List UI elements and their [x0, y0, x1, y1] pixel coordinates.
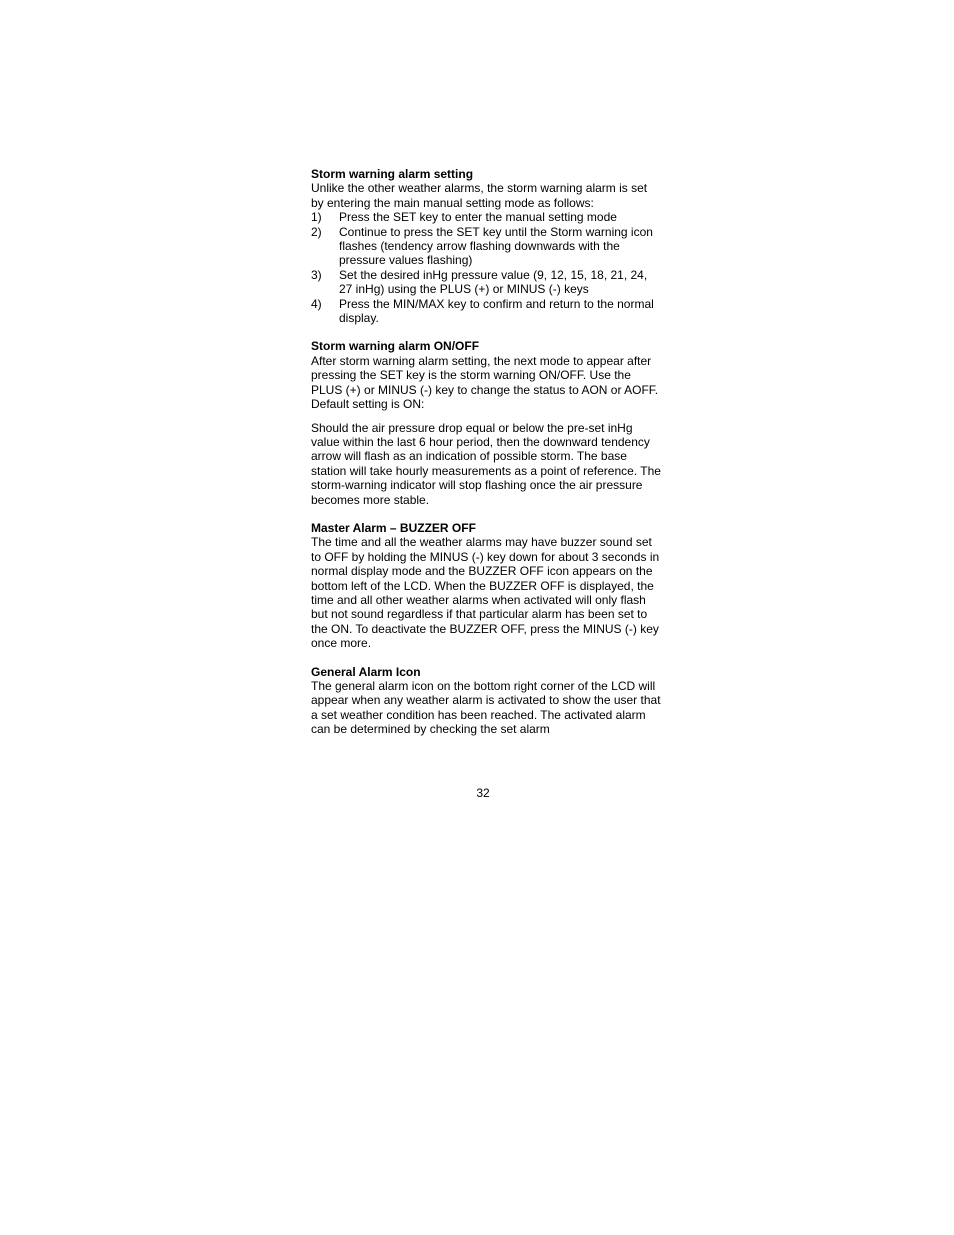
step-text: Continue to press the SET key until the Storm warning icon flashes (tendency arrow flashing downwards with the pressure values flashing)	[339, 224, 653, 268]
storm-pressure-paragraph: Should the air pressure drop equal or below the pre-set inHg value within the last 6 hour period, then the downward tendency arrow will flash as an indication of possible storm. The base station will take hourly measurements as a point of reference. The storm-warning indicator will stop flashing once the air pressure becomes more stable.	[311, 420, 661, 507]
storm-setting-intro: Unlike the other weather alarms, the storm warning alarm is set by entering the main manual setting mode as follows:	[311, 181, 648, 210]
buzzer-off-section	[311, 521, 661, 651]
step-text: Set the desired inHg pressure value (9, 12, 15, 18, 21, 24, 27 inHg) using the PLUS (+) or MINUS (-) keys	[339, 267, 648, 297]
general-alarm-section	[311, 665, 661, 737]
general-alarm-heading: General Alarm Icon	[311, 664, 421, 679]
storm-onoff-paragraph: After storm warning alarm setting, the next mode to appear after pressing the SET key is the storm warning ON/OFF. Use the PLUS (+) or MINUS (-) key to change the status to AON or AOFF. Default setting is ON:	[311, 353, 659, 412]
step-text: Press the SET key to enter the manual setting mode	[339, 210, 617, 225]
page-number: 32	[476, 786, 490, 800]
step-item	[311, 268, 661, 297]
step-item	[311, 297, 661, 326]
step-number: 2)	[311, 224, 322, 239]
storm-setting-steps	[311, 210, 661, 325]
storm-onoff-section	[311, 339, 661, 506]
step-item	[311, 210, 661, 224]
step-number: 3)	[311, 267, 322, 282]
section-spacer	[311, 325, 661, 339]
step-number: 4)	[311, 296, 322, 311]
step-item	[311, 225, 661, 268]
buzzer-off-heading: Master Alarm – BUZZER OFF	[311, 520, 476, 535]
buzzer-off-paragraph: The time and all the weather alarms may have buzzer sound set to OFF by holding the MINUS (-) key down for about 3 seconds in normal display mode and the BUZZER OFF icon appears on the bottom left of the LCD. When the BUZZER OFF is displayed, the time and all other weather alarms when activated will only flash but not sound regardless if that particular alarm has been set to the ON. To deactivate the BUZZER OFF, press the MINUS (-) key once more.	[311, 535, 660, 651]
section-spacer	[311, 651, 661, 665]
storm-onoff-heading: Storm warning alarm ON/OFF	[311, 339, 480, 354]
step-text: Press the MIN/MAX key to confirm and return to the normal display.	[339, 296, 654, 326]
storm-setting-section	[311, 167, 661, 325]
step-number: 1)	[311, 210, 322, 225]
section-spacer	[311, 507, 661, 521]
storm-setting-heading: Storm warning alarm setting	[311, 167, 474, 181]
paragraph-spacer	[311, 412, 661, 421]
page-content	[311, 167, 661, 737]
general-alarm-paragraph: The general alarm icon on the bottom right corner of the LCD will appear when any weather alarm is activated to show the user that a set weather condition has been reached. The activated alarm can be determined by checking the set alarm	[311, 679, 661, 737]
